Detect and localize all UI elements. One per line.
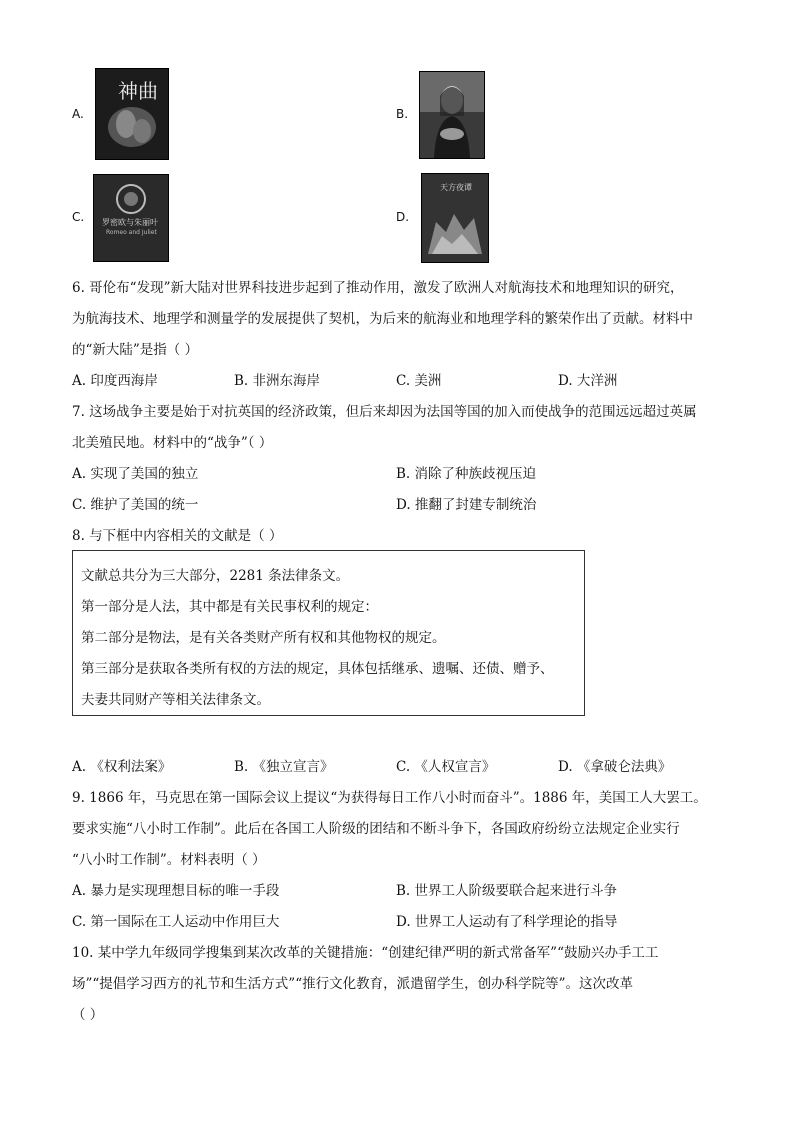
- arabian-nights-cover-title: 天方夜谭: [440, 183, 472, 192]
- q8-box-line: 第三部分是获取各类所有权的方法的规定，具体包括继承、遗嘱、还债、赠予、: [81, 661, 554, 677]
- q8-box-line: 第二部分是物法，是有关各类财产所有权和其他物权的规定。: [81, 630, 446, 646]
- romeo-and-juliet-cover-title: 罗密欧与朱丽叶: [102, 218, 158, 227]
- q8-box-line: 文献总共分为三大部分，2281 条法律条文。: [81, 568, 350, 584]
- q6-stem-line1: 6. 哥伦布“发现”新大陆对世界科技进步起到了推动作用，激发了欧洲人对航海技术和地理知识的研究，: [72, 280, 684, 296]
- q8-option-b[interactable]: B. 《独立宣言》: [234, 759, 334, 775]
- option-d-label: D.: [396, 210, 410, 224]
- q7-option-d[interactable]: D. 推翻了封建专制统治: [396, 497, 537, 513]
- q9-option-b[interactable]: B. 世界工人阶级要联合起来进行斗争: [396, 883, 618, 899]
- q10-stem-line2: 场”“提倡学习西方的礼节和生活方式”“推行文化教育，派遣留学生，创办科学院等”。这次改革: [72, 976, 634, 992]
- q6-stem-line3: 的“新大陆”是指（ ）: [72, 342, 199, 358]
- divine-comedy-cover-title: 神曲: [118, 79, 158, 103]
- q9-option-a[interactable]: A. 暴力是实现理想目标的唯一手段: [72, 883, 280, 899]
- romeo-and-juliet-cover-image: [93, 174, 169, 262]
- q9-stem-line1: 9. 1866 年，马克思在第一国际会议上提议“为获得每日工作八小时而奋斗”。1886 年，美国工人大罢工。: [72, 790, 707, 806]
- option-c-label: C.: [72, 210, 85, 224]
- q6-stem-line2: 为航海技术、地理学和测量学的发展提供了契机，为后来的航海业和地理学科的繁荣作出了贡献。材料中: [72, 311, 693, 327]
- q9-stem-line3: “八小时工作制”。材料表明（ ）: [72, 852, 266, 868]
- romeo-and-juliet-cover-subtitle: Romeo and Juliet: [106, 229, 157, 236]
- q9-option-d[interactable]: D. 世界工人运动有了科学理论的指导: [396, 914, 618, 930]
- q7-option-a[interactable]: A. 实现了美国的独立: [72, 466, 199, 482]
- q6-option-b[interactable]: B. 非洲东海岸: [234, 373, 321, 389]
- q6-option-d[interactable]: D. 大洋洲: [558, 373, 618, 389]
- arabian-nights-cover-image: [421, 173, 489, 263]
- q9-option-c[interactable]: C. 第一国际在工人运动中作用巨大: [72, 914, 280, 930]
- q8-material-box: [72, 550, 585, 716]
- q8-box-line: 夫妻共同财产等相关法律条文。: [81, 692, 270, 708]
- option-a-label: A.: [72, 107, 84, 121]
- q7-stem-line1: 7. 这场战争主要是始于对抗英国的经济政策，但后来却因为法国等国的加入而使战争的范围远远超过英属: [72, 404, 697, 420]
- q10-stem-line1: 10. 某中学九年级同学搜集到某次改革的关键措施：“创建纪律严明的新式常备军”“鼓励兴办手工工: [72, 945, 659, 961]
- divine-comedy-cover-image: [95, 68, 169, 160]
- q7-option-b[interactable]: B. 消除了种族歧视压迫: [396, 466, 537, 482]
- q6-option-c[interactable]: C. 美洲: [396, 373, 442, 389]
- q8-option-c[interactable]: C. 《人权宣言》: [396, 759, 496, 775]
- mona-lisa-image: [419, 71, 485, 159]
- option-b-label: B.: [396, 107, 409, 121]
- q7-stem-line2: 北美殖民地。材料中的“战争”（ ）: [72, 435, 273, 451]
- q7-option-c[interactable]: C. 维护了美国的统一: [72, 497, 199, 513]
- q10-stem-line3: （ ）: [72, 1007, 104, 1023]
- q8-stem: 8. 与下框中内容相关的文献是（ ）: [72, 528, 283, 544]
- q6-option-a[interactable]: A. 印度西海岸: [72, 373, 158, 389]
- q8-option-a[interactable]: A. 《权利法案》: [72, 759, 172, 775]
- q8-option-d[interactable]: D. 《拿破仑法典》: [558, 759, 672, 775]
- q8-box-line: 第一部分是人法，其中都是有关民事权利的规定：: [81, 599, 378, 615]
- q9-stem-line2: 要求实施“八小时工作制”。此后在各国工人阶级的团结和不断斗争下，各国政府纷纷立法规定企业实行: [72, 821, 680, 837]
